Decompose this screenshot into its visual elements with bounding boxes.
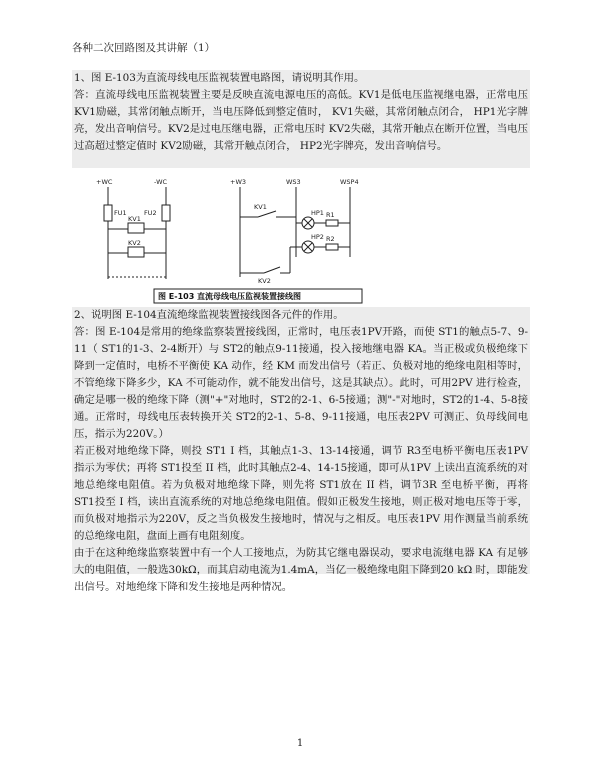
- section-2-text-block: [72, 307, 530, 593]
- relay-kv1: [128, 223, 144, 233]
- label-fu1: FU1: [114, 209, 127, 217]
- resistor-r2: [326, 244, 338, 250]
- label-kv1-contact: KV1: [254, 203, 267, 211]
- label-kv1: KV1: [128, 215, 141, 223]
- label-minus-wc: -WC: [154, 178, 168, 186]
- label-hp1: HP1: [311, 209, 324, 217]
- fuse-fu1: [104, 205, 112, 221]
- section-2-question: 2、说明图 E-104直流绝缘监视装置接线图各元件的作用。: [74, 309, 344, 321]
- label-fu2: FU2: [144, 209, 157, 217]
- section-2-paragraph-3: 由于在这种绝缘监察装置中有一个人工接地点，为防其它继电器误动，要求电流继电器 KA 有足够大的电阻值，一般选30kΩ，而其启动电流为1.4mA，当亿一极绝缘电阻下降到20 kΩ 时，即能发出信号。对地绝缘下降和发生接地是两种情况。: [74, 547, 528, 593]
- section-1-text-block: [72, 70, 530, 168]
- label-r1: R1: [326, 211, 335, 219]
- circuit-diagram-e103: [94, 177, 366, 305]
- page-title: 各种二次回路图及其讲解（1）: [72, 42, 216, 54]
- kv1-contact: [258, 211, 276, 217]
- label-plus-wc: +WC: [96, 178, 113, 186]
- label-r2: R2: [326, 235, 335, 243]
- section-1-answer: 答：直流母线电压监视装置主要是反映直流电源电压的高低。KV1是低电压监视继电器，正常电压 KV1励磁，其常闭触点断开，当电压降低到整定值时， KV1失磁，其常闭触点闭合， HP1光字牌亮，发出音响信号。KV2是过电压继电器，正常电压时 KV2失磁，其常开触点在断开位置，当电压过高超过整定值时 KV2励磁，其常开触点闭合， HP2光字牌亮，发出音响信号。: [74, 89, 528, 152]
- page-number: 1: [296, 738, 304, 749]
- label-hp2: HP2: [311, 233, 324, 241]
- label-plus-w3: +W3: [230, 178, 247, 186]
- section-2-paragraph-1: 答：图 E-104是常用的绝缘监察装置接线图，正常时，电压表1PV开路，而使 ST1的触点5-7、9-11（ ST1的1-3、2-4断开）与 ST2的触点9-11接通，投入接地继电器 KA。当正极或负极绝缘下降到一定值时，电桥不平衡使 KA 动作，经 KM 而发出信号（若正、负极对地的绝缘电阻相等时，不管绝缘下降多少，KA 不可能动作，就不能发出信号，这是其缺点）。此时，可用2PV 进行检查，确定是哪一极的绝缘下降（测"+"对地时，ST2的2-1、6-5接通；测"-"对地时，ST2的1-4、5-8接通。正常时，母线电压表转换开关 ST2的2-1、5-8、9-11接通，电压表2PV 可测正、负母线间电压，指示为220V。）: [74, 326, 528, 440]
- label-kv2-contact: KV2: [258, 277, 271, 285]
- resistor-r1: [326, 220, 338, 226]
- label-ws3: WS3: [286, 178, 301, 186]
- figure-caption: 图 E-103 直流母线电压监视装置接线图: [158, 292, 302, 301]
- fuse-fu2: [162, 205, 170, 221]
- kv2-contact: [264, 267, 280, 273]
- section-2-paragraph-2: 若正极对地绝缘下降，则投 ST1 I 档，其触点1-3、13-14接通，调节 R3至电桥平衡电压表1PV 指示为零伏；再将 ST1投至 II 档，此时其触点2-4、14-15接通，即可从1PV 上读出直流系统的对地总绝缘电阻值。若为负极对地绝缘下降，则先将 ST1放在 II 档，调节3R 至电桥平衡，再将 ST1投至 I 档，读出直流系统的对地总绝缘电阻值。假如正极发生接地，则正极对地电压等于零，而负极对地指示为220V，反之当负极发生接地时，情况与之相反。电压表1PV 用作测量当前系统的总绝缘电阻，盘面上画有电阻刻度。: [74, 445, 528, 542]
- section-1-question: 1、图 E-103为直流母线电压监视装置电路图，请说明其作用。: [74, 72, 365, 84]
- label-wsp4: WSP4: [340, 178, 359, 186]
- label-kv2: KV2: [128, 239, 141, 247]
- relay-kv2: [128, 247, 144, 257]
